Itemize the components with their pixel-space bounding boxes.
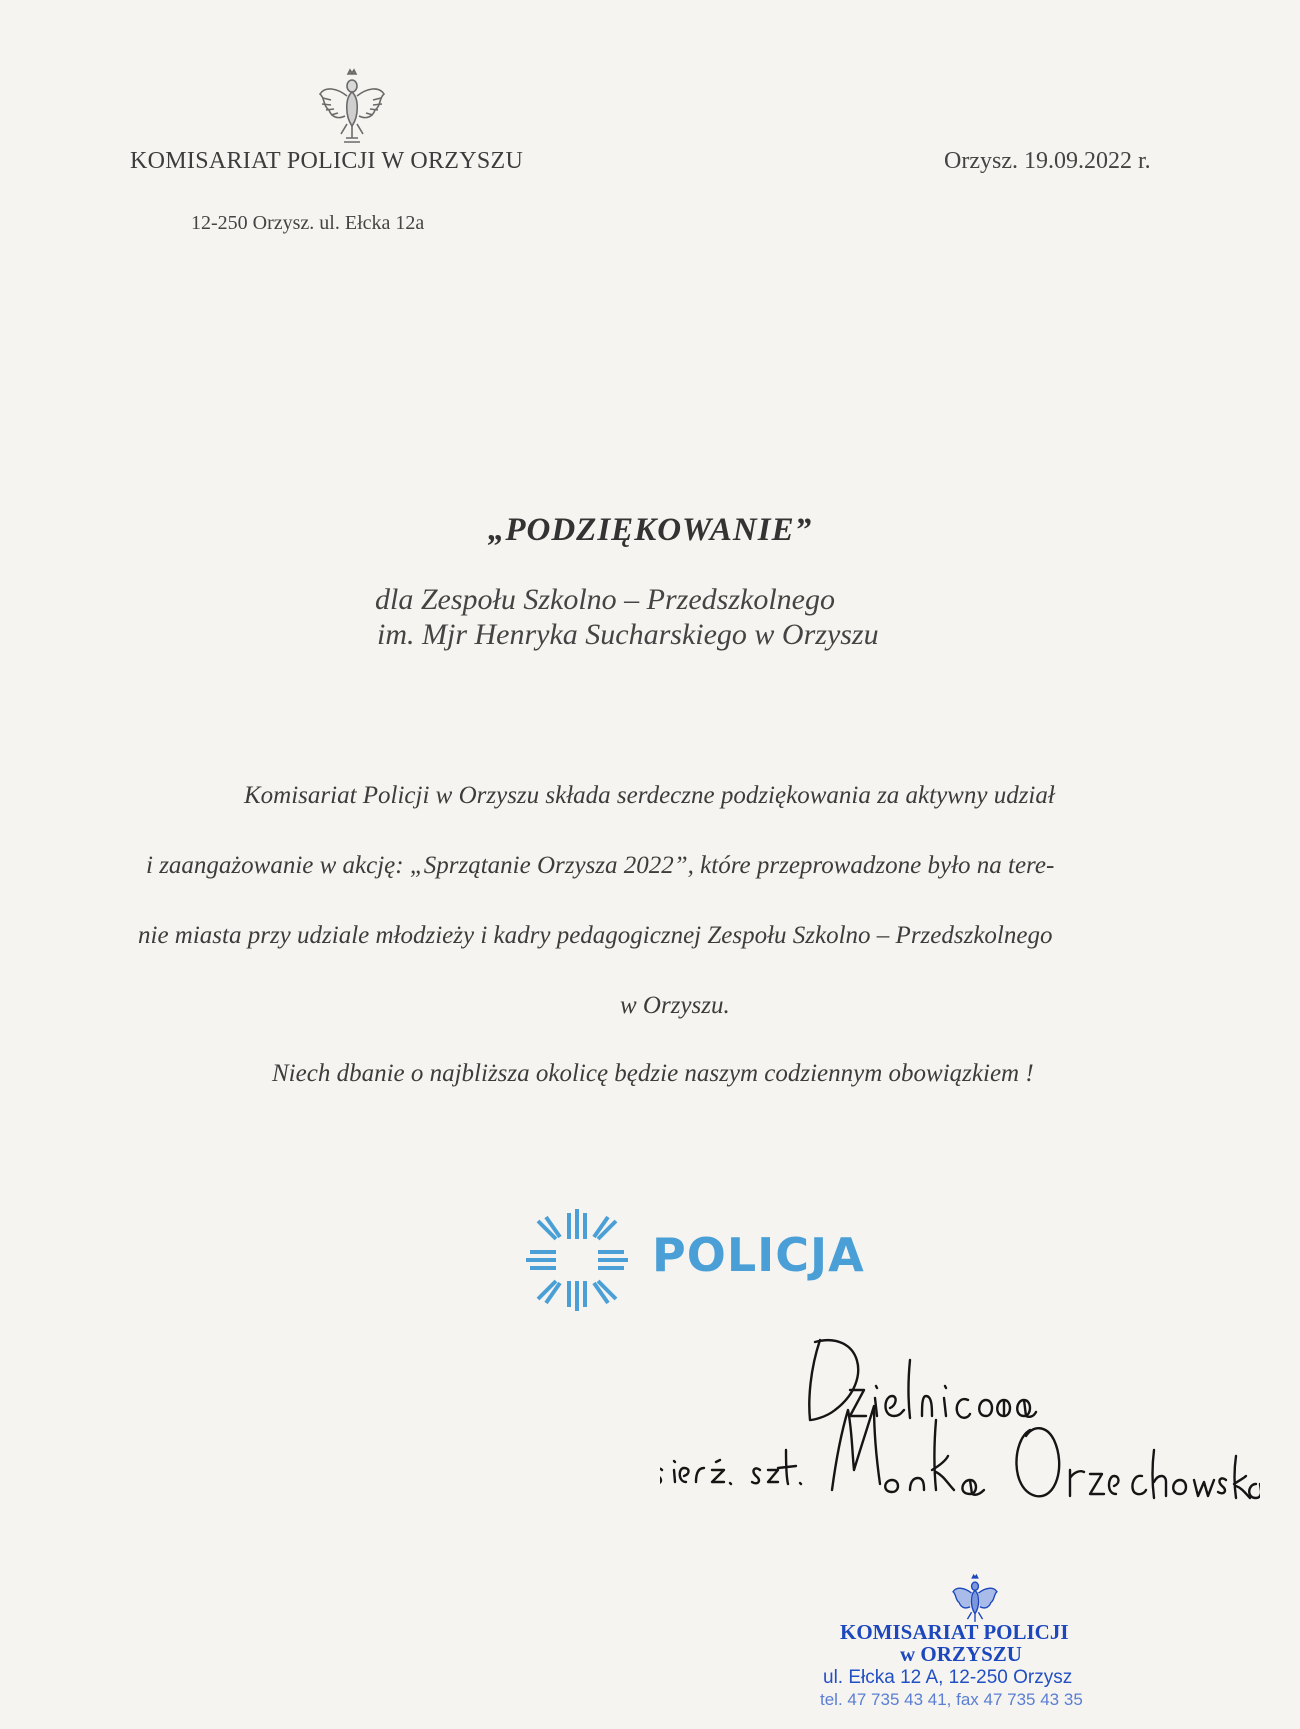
recipient-line-1: dla Zespołu Szkolno – Przedszkolnego: [375, 583, 835, 616]
police-logo-text: POLICJA: [652, 1228, 865, 1282]
organization-name: KOMISARIAT POLICJI W ORZYSZU: [130, 148, 524, 174]
letter-date: Orzysz. 19.09.2022 r.: [944, 148, 1151, 174]
recipient-line-2: im. Mjr Henryka Sucharskiego w Orzyszu: [377, 618, 879, 651]
body-line: Komisariat Policji w Orzyszu składa serdeczne podziękowania za aktywny udział: [244, 782, 1055, 809]
closing-line: Niech dbanie o najbliższa okolicę będzie naszym codziennym obowiązkiem !: [272, 1060, 1034, 1087]
body-line: nie miasta przy udziale młodzieży i kadry pedagogicznej Zespołu Szkolno – Przedszkolnego: [138, 922, 1053, 949]
stamp-phone: tel. 47 735 43 41, fax 47 735 43 35: [820, 1690, 1083, 1709]
stamp-address: ul. Ełcka 12 A, 12-250 Orzysz: [823, 1667, 1073, 1688]
police-star-logo-icon: [522, 1205, 632, 1315]
eagle-emblem-icon: [317, 68, 387, 150]
handwritten-signature: [660, 1320, 1260, 1540]
stamp-organization: KOMISARIAT POLICJI: [840, 1620, 1069, 1644]
organization-address: 12-250 Orzysz. ul. Ełcka 12a: [191, 212, 425, 234]
stamp-city: w ORZYSZU: [900, 1642, 1022, 1666]
letter-title: „PODZIĘKOWANIE”: [487, 512, 813, 548]
body-line: w Orzyszu.: [620, 992, 730, 1019]
body-line: i zaangażowanie w akcję: „Sprzątanie Orzysza 2022”, które przeprowadzone było na tere-: [146, 852, 1055, 879]
